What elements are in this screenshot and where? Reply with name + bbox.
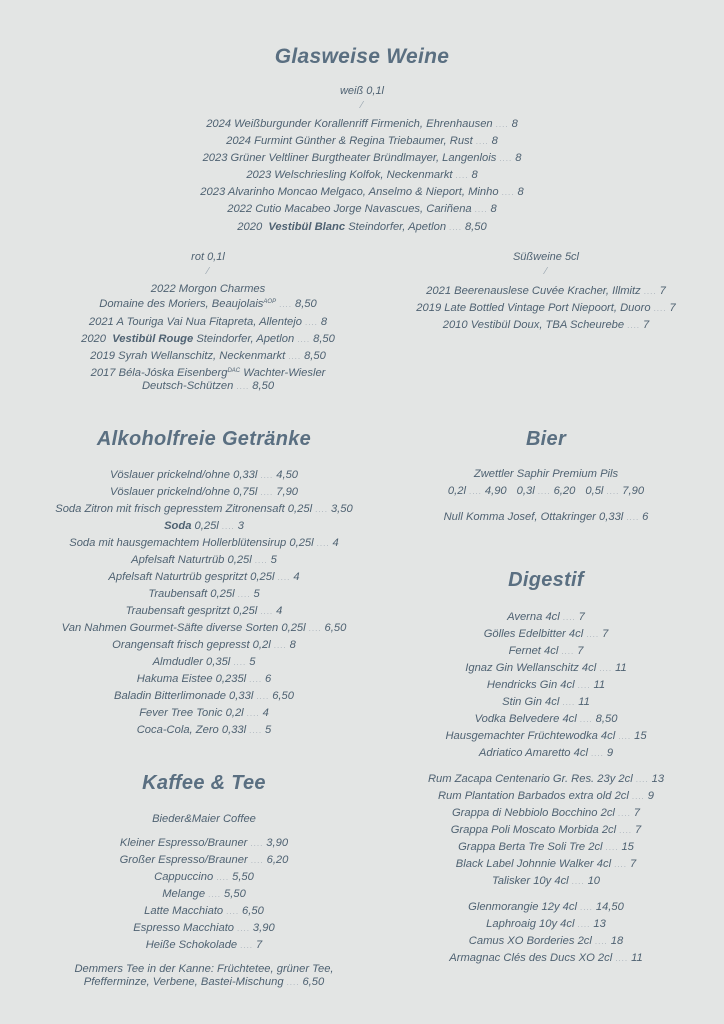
item-price: 8 (517, 186, 524, 198)
digestif-list-1 (370, 609, 722, 762)
menu-item (0, 535, 408, 552)
dot-leader: .... (240, 941, 254, 950)
item-price: 6,50 (272, 690, 294, 702)
dot-leader: .... (561, 647, 575, 656)
item-price: 14,50 (595, 901, 624, 913)
item-price: 7,90 (276, 486, 299, 498)
dot-leader: .... (249, 675, 263, 684)
item-price: 7 (256, 939, 263, 951)
item-text: Camus XO Borderies 2cl (468, 935, 592, 947)
dot-leader: .... (455, 171, 469, 180)
item-text: Vöslauer prickelnd/ohne 0,33l (109, 469, 258, 481)
divider-slash: ⁄ (207, 266, 209, 277)
dot-leader: .... (562, 698, 576, 707)
menu-item (0, 133, 724, 150)
bier-size: 0,2l .... 4,90 (447, 485, 507, 497)
dot-leader: .... (249, 726, 263, 735)
dot-leader: .... (254, 556, 268, 565)
weiss-vestibul: 2020 Vestibül Blanc Steindorfer, Apetlon .... 8,50 (237, 221, 487, 233)
rot-label: rot 0,1l (191, 251, 225, 263)
dot-leader: .... (579, 715, 593, 724)
dot-leader: .... (571, 877, 585, 886)
item-price: 7 (602, 628, 609, 640)
bier-title: Bier (525, 428, 567, 450)
item-text: Averna 4cl (507, 611, 560, 623)
item-text: Talisker 10y 4cl (491, 875, 569, 887)
dot-leader: .... (631, 792, 645, 801)
menu-item (0, 869, 408, 886)
rot-list (0, 283, 416, 393)
dot-leader: .... (618, 732, 632, 741)
item-price: 11 (578, 696, 590, 708)
dot-leader: .... (615, 954, 629, 963)
item-text: Stin Gin 4cl (502, 696, 560, 708)
glasweise-title: Glasweise Weine (274, 45, 450, 68)
item-text: Orangensaft frisch gepresst 0,2l (112, 639, 271, 651)
item-price: 6 (265, 673, 272, 685)
dot-leader: .... (627, 321, 641, 330)
item-text: 2010 Vestibül Doux, TBA Scheurebe (442, 319, 625, 331)
menu-item (370, 694, 722, 711)
menu-item (370, 677, 722, 694)
bier-size: 0,5l .... 7,90 (585, 485, 645, 497)
dot-leader: .... (260, 488, 274, 497)
item-price: 5 (253, 588, 260, 600)
item-text: Coca-Cola, Zero 0,33l (136, 724, 247, 736)
menu-item (370, 771, 722, 788)
tee-item (0, 963, 408, 989)
menu-item (0, 835, 408, 852)
item-text: 2024 Weißburgunder Korallenriff Firmenich, Ehrenhausen (206, 118, 493, 130)
dot-leader: .... (233, 658, 247, 667)
menu-item (0, 184, 724, 201)
menu-item (0, 637, 408, 654)
item-text: 2019 Late Bottled Vintage Port Niepoort, Duoro (416, 302, 651, 314)
dot-leader: .... (590, 749, 604, 758)
digestif-list-2 (370, 771, 722, 890)
menu-item (0, 603, 408, 620)
menu-item (0, 467, 408, 484)
menu-item (0, 705, 408, 722)
item-text: Espresso Macchiato (133, 922, 235, 934)
item-text: Rum Zacapa Centenario Gr. Res. 23y 2cl (427, 773, 633, 785)
menu-item (370, 805, 722, 822)
item-price: 5,50 (224, 888, 246, 900)
dot-leader: .... (579, 903, 593, 912)
digestif-list-3 (370, 899, 722, 967)
item-price: 6,20 (266, 854, 289, 866)
item-price: 7 (643, 319, 650, 331)
menu-item (370, 609, 722, 626)
tee-line: Pfefferminze, Verbene, Bastei-Mischung .... 6,50 (83, 976, 325, 988)
menu-item (370, 873, 722, 890)
item-text: Apfelsaft Naturtrüb 0,25l (131, 554, 252, 566)
menu-item (0, 150, 724, 167)
item-price: 9 (606, 747, 614, 759)
dot-leader: .... (260, 471, 274, 480)
menu-item (0, 852, 408, 869)
menu-item (0, 201, 724, 218)
item-price: 7 (669, 302, 676, 314)
item-text: Soda Zitron mit frisch gepresstem Zitronensaft 0,25l (55, 503, 313, 515)
menu-item (0, 671, 408, 688)
menu-item (0, 167, 724, 184)
dot-leader: .... (617, 809, 631, 818)
item-text: Hakuma Eistee 0,235l (136, 673, 247, 685)
digestif-title: Digestif (508, 569, 584, 591)
item-text: 2021 Beerenauslese Cuvée Kracher, Illmitz (426, 285, 641, 297)
item-text: Apfelsaft Naturtrüb gespritzt 0,25l (108, 571, 275, 583)
dot-leader: .... (643, 287, 657, 296)
dot-leader: .... (475, 137, 489, 146)
menu-item (370, 916, 722, 933)
dot-leader: .... (226, 907, 240, 916)
item-text: Traubensaft gespritzt 0,25l (125, 605, 258, 617)
dot-leader: .... (495, 120, 509, 129)
divider-slash: ⁄ (361, 100, 363, 111)
item-price: 8 (511, 118, 518, 130)
dot-leader: .... (308, 624, 322, 633)
item-text: Armagnac Clés des Ducs XO 2cl (449, 952, 613, 964)
item-text: Van Nahmen Gourmet-Säfte diverse Sorten 0,25l (61, 622, 306, 634)
item-price: 8 (490, 203, 497, 215)
menu-item: Deutsch-Schützen .... 8,50 (141, 380, 275, 392)
dot-leader: .... (562, 613, 576, 622)
dot-leader: .... (499, 154, 513, 163)
dot-leader: .... (256, 692, 270, 701)
menu-item: Soda 0,25l .... 3 (164, 520, 244, 532)
item-price: 7 (659, 285, 666, 297)
item-text: 2024 Furmint Günther & Regina Triebaumer, Rust (226, 135, 473, 147)
item-text: Großer Espresso/Brauner (119, 854, 248, 866)
item-text: Grappa di Nebbiolo Bocchino 2cl (451, 807, 615, 819)
menu-item (0, 920, 408, 937)
item-price: 7 (633, 807, 641, 819)
dot-leader: .... (577, 681, 591, 690)
menu-item (0, 937, 408, 954)
menu-item (370, 788, 722, 805)
item-text: Heiße Schokolade (145, 939, 238, 951)
item-price: 6,50 (324, 622, 347, 634)
item-text: Kleiner Espresso/Brauner (119, 837, 248, 849)
item-price: 3,90 (252, 922, 275, 934)
item-text: Latte Macchiato (144, 905, 224, 917)
menu-item (370, 933, 722, 950)
item-text: Traubensaft 0,25l (148, 588, 235, 600)
menu-item: 2020 Vestibül Rouge Steindorfer, Apetlon .... 8,50 (81, 333, 335, 345)
item-text: Fever Tree Tonic 0,2l (139, 707, 244, 719)
menu-item (370, 711, 722, 728)
menu-item (370, 856, 722, 873)
suess-label: Süßweine 5cl (512, 251, 580, 263)
item-text: Melange (162, 888, 206, 900)
item-text: Grappa Berta Tre Soli Tre 2cl (458, 841, 603, 853)
dot-leader: .... (315, 505, 328, 514)
item-price: 11 (593, 679, 606, 691)
item-price: 4 (332, 537, 339, 549)
item-price: 7 (578, 611, 585, 623)
menu-item (0, 886, 408, 903)
item-text: 2023 Grüner Veltliner Burgtheater Bründlmayer, Langenlois (202, 152, 497, 164)
item-text: Baladin Bitterlimonade 0,33l (114, 690, 254, 702)
menu-item (370, 950, 722, 967)
item-text: Gölles Edelbitter 4cl (483, 628, 584, 640)
item-text: Glenmorangie 12y 4cl (468, 901, 577, 913)
item-price: 5 (270, 554, 277, 566)
item-text: Vöslauer prickelnd/ohne 0,75l (109, 486, 258, 498)
menu-item: 2017 Béla-Jóska Eisenberg$^{DAC}$ Wachter-Wiesler (90, 367, 326, 379)
item-text: Vodka Belvedere 4cl (474, 713, 577, 725)
menu-item (0, 116, 724, 133)
dot-leader: .... (501, 188, 515, 197)
item-price: 4 (276, 605, 283, 617)
dot-leader: .... (260, 607, 274, 616)
item-price: 18 (610, 935, 624, 947)
kaffee-title: Kaffee & Tee (142, 772, 266, 794)
menu-item (370, 283, 722, 300)
menu-item (370, 317, 722, 334)
dot-leader: .... (250, 839, 264, 848)
item-price: 8 (471, 169, 478, 181)
item-text: Black Label Johnnie Walker 4cl (455, 858, 612, 870)
menu-item (0, 654, 408, 671)
bier-sizes (370, 483, 722, 500)
dot-leader: .... (277, 573, 291, 582)
item-text: Laphroaig 10y 4cl (486, 918, 575, 930)
item-price: 6,50 (242, 905, 264, 917)
item-text: Cappuccino (154, 871, 214, 883)
dot-leader: .... (586, 630, 600, 639)
menu-item (370, 660, 722, 677)
dot-leader: .... (635, 775, 649, 784)
bier-null: Null Komma Josef, Ottakringer 0,33l .... 6 (443, 511, 649, 523)
item-price: 3,90 (266, 837, 289, 849)
menu-item (0, 569, 408, 586)
dot-leader: .... (577, 920, 591, 929)
dot-leader: .... (653, 304, 667, 313)
item-price: 15 (634, 730, 647, 742)
dot-leader: .... (273, 641, 287, 650)
item-text: 2023 Welschriesling Kolfok, Neckenmarkt (246, 169, 453, 181)
kaffee-roaster: Bieder&Maier Coffee (152, 813, 256, 825)
menu-item (0, 586, 408, 603)
item-price: 5,50 (232, 871, 254, 883)
dot-leader: .... (246, 709, 260, 718)
menu-item (0, 501, 408, 518)
menu-item (0, 688, 408, 705)
menu-item (370, 899, 722, 916)
item-price: 11 (631, 952, 643, 964)
dot-leader: .... (614, 860, 627, 869)
bier-size: 0,3l .... 6,20 (516, 485, 576, 497)
item-price: 4 (293, 571, 300, 583)
menu-item: 2019 Syrah Wellanschitz, Neckenmarkt .... 8,50 (90, 350, 326, 362)
dot-leader: .... (216, 873, 230, 882)
dot-leader: .... (594, 937, 608, 946)
bier-name: Zwettler Saphir Premium Pils (473, 468, 619, 480)
item-text: Hausgemachter Früchtewodka 4cl (445, 730, 616, 742)
item-price: 8 (515, 152, 522, 164)
item-price: 11 (615, 662, 627, 674)
item-text: Soda mit hausgemachtem Hollerblütensirup 0,25l (69, 537, 314, 549)
item-price: 8,50 (595, 713, 618, 725)
menu-item: Domaine des Moriers, Beaujolais$^{AOP}$ .... 8,50 (99, 298, 317, 310)
weiss-list (0, 116, 724, 218)
menu-item (370, 643, 722, 660)
alkoholfrei-title: Alkoholfreie Getränke (96, 428, 312, 450)
item-price: 4,50 (276, 469, 299, 481)
item-price: 8 (491, 135, 498, 147)
item-price: 9 (647, 790, 655, 802)
tee-line: Demmers Tee in der Kanne: Früchtetee, grüner Tee, (74, 963, 334, 975)
menu-item (0, 484, 408, 501)
dot-leader: .... (605, 843, 619, 852)
item-text: Grappa Poli Moscato Morbida 2cl (450, 824, 617, 836)
menu-item (370, 300, 722, 317)
item-text: Fernet 4cl (508, 645, 559, 657)
dot-leader: .... (619, 826, 633, 835)
dot-leader: .... (237, 590, 251, 599)
menu-item: 2021 A Touriga Vai Nua Fitapreta, Allentejo .... 8 (88, 316, 328, 328)
dot-leader: .... (474, 205, 488, 214)
item-text: 2022 Cutio Macabeo Jorge Navascues, Cariñena (227, 203, 472, 215)
menu-item: 2022 Morgon Charmes (150, 283, 266, 295)
menu-item (370, 822, 722, 839)
menu-item (0, 903, 408, 920)
menu-item (370, 626, 722, 643)
item-text: Almdudler 0,35l (152, 656, 231, 668)
item-price: 10 (587, 875, 601, 887)
item-price: 4 (262, 707, 269, 719)
dot-leader: .... (599, 664, 613, 673)
menu-item (370, 745, 722, 762)
item-price: 5 (265, 724, 272, 736)
menu-item (0, 722, 408, 739)
suess-list (370, 283, 722, 334)
menu-item (370, 839, 722, 856)
item-text: Adriatico Amaretto 4cl (478, 747, 588, 759)
menu-item (370, 728, 722, 745)
item-price: 5 (249, 656, 256, 668)
dot-leader: .... (316, 539, 330, 548)
item-text: 2023 Alvarinho Moncao Melgaco, Anselmo & Nieport, Minho (200, 186, 499, 198)
menu-item (0, 552, 408, 569)
dot-leader: .... (237, 924, 250, 933)
alkoholfrei-list (0, 467, 408, 739)
dot-leader: .... (208, 890, 222, 899)
item-price: 7 (635, 824, 642, 836)
item-price: 7 (577, 645, 584, 657)
item-text: Hendricks Gin 4cl (486, 679, 575, 691)
weiss-label: weiß 0,1l (339, 85, 385, 97)
kaffee-list (0, 835, 408, 954)
item-price: 13 (593, 918, 606, 930)
item-price: 8 (289, 639, 296, 651)
item-price: 15 (621, 841, 634, 853)
item-price: 7 (629, 858, 637, 870)
dot-leader: .... (250, 856, 264, 865)
item-price: 13 (651, 773, 665, 785)
menu-item (0, 620, 408, 637)
item-text: Rum Plantation Barbados extra old 2cl (437, 790, 629, 802)
divider-slash: ⁄ (545, 266, 547, 277)
item-text: Ignaz Gin Wellanschitz 4cl (465, 662, 597, 674)
item-price: 3,50 (330, 503, 353, 515)
